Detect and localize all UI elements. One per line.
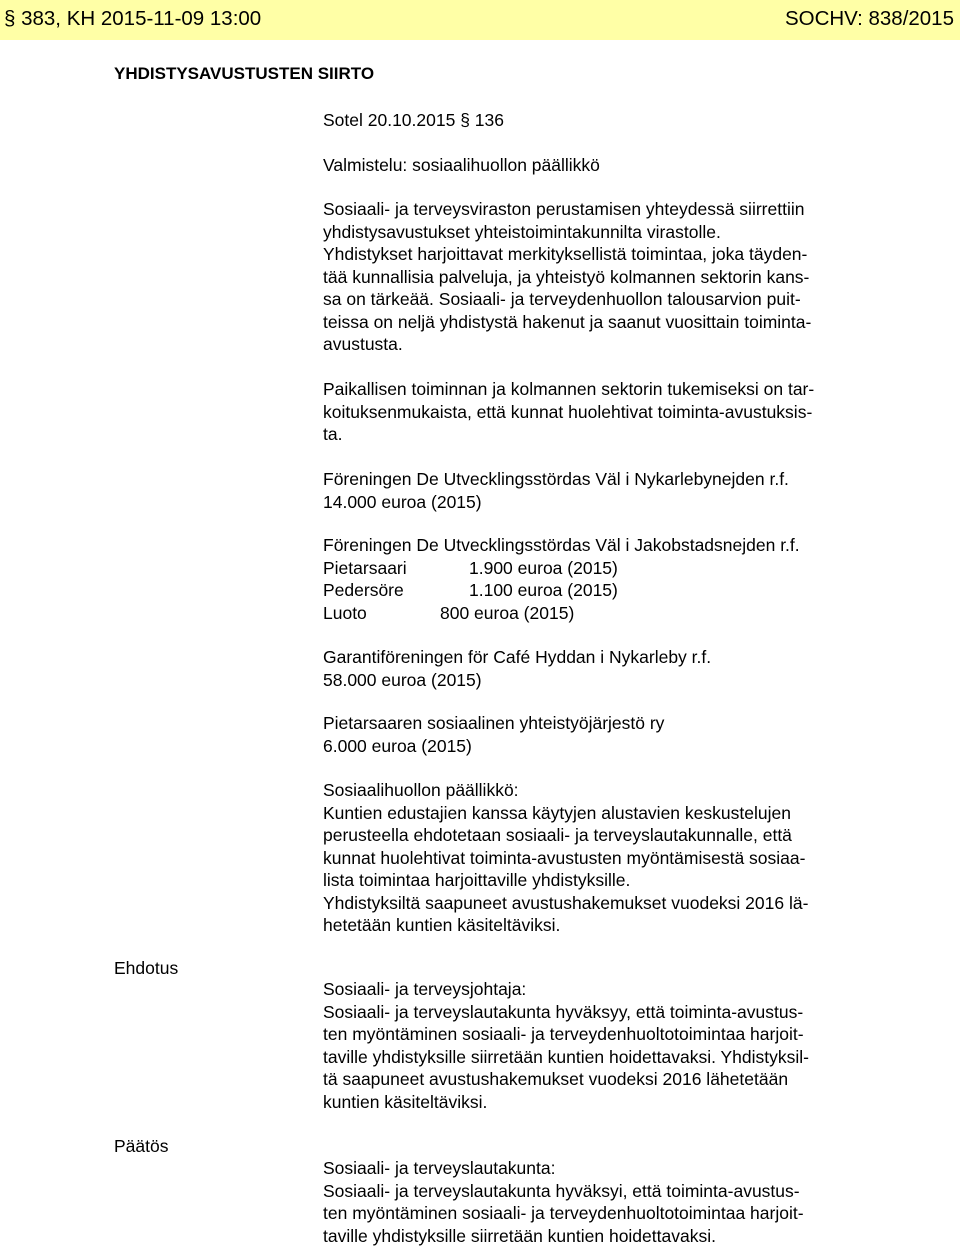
grant-amount: 800 euroa (2015) [440,602,575,623]
document-number: SOCHV: 838/2015 [784,7,954,30]
text-line: Sosiaali- ja terveyslautakunta hyväksyy, että toiminta-avustus- [323,1001,804,1022]
section-reference: § 383, KH 2015-11-09 13:00 [4,7,262,30]
grant-amount: 14.000 euroa (2015) [323,491,482,512]
text-line: Yhdistykset harjoittavat merkityksellistä toimintaa, joka täyden- [323,244,808,264]
background-paragraph [323,198,811,356]
proposal-statement [323,978,809,1113]
text-line: Sosiaali- ja terveyslautakunta hyväksyi, että toiminta-avustus- [323,1180,800,1201]
text-line: avustusta. [323,334,403,354]
text-line: hetetään kuntien käsiteltäviksi. [323,915,561,935]
municipality-name: Pedersöre [323,580,404,600]
text-line: ten myöntäminen sosiaali- ja terveydenhuoltotoimintaa harjoit- [323,1024,804,1044]
statement-heading: Sosiaali- ja terveysjohtaja: [323,979,527,999]
local-activity-paragraph [323,378,814,446]
municipality-grant-row [323,579,800,602]
text-line: koituksenmukaista, että kunnat huolehtivat toiminta-avustuksis- [323,401,813,422]
text-line: yhdistysavustukset yhteistoimintakunnilta virastolle. [323,221,721,242]
decision-label: Päätös [114,1136,169,1156]
text-line: kuntien käsiteltäviksi. [323,1091,488,1112]
decision-statement [323,1157,804,1247]
organisation-block [323,534,800,624]
text-line: Sosiaali- ja terveysviraston perustamisen yhteydessä siirrettiin [323,199,805,219]
text-line: ten myöntäminen sosiaali- ja terveydenhuoltotoimintaa harjoit- [323,1203,804,1223]
statement-heading: Sosiaali- ja terveyslautakunta: [323,1158,556,1178]
organisation-name: Föreningen De Utvecklingsstördas Väl i Nykarlebynejden r.f. [323,469,789,489]
organisation-block [323,712,664,757]
organisation-name: Garantiföreningen för Café Hyddan i Nykarleby r.f. [323,647,712,667]
page-title: YHDISTYSAVUSTUSTEN SIIRTO [114,64,375,83]
municipality-grant-row [323,602,800,625]
text-line: taville yhdistyksille siirretään kuntien hoidettavaksi. Yhdistyksil- [323,1046,810,1067]
text-line: kunnat huolehtivat toiminta-avustusten myöntämisestä sosiaa- [323,847,806,868]
text-line: perusteella ehdotetaan sosiaali- ja terveyslautakunnalle, että [323,825,792,845]
text-line: taville yhdistyksille siirretään kuntien hoidettavaksi. [323,1225,716,1246]
text-line: tä saapuneet avustushakemukset vuodeksi 2016 lähetetään [323,1069,789,1089]
municipality-grant-row [323,557,800,580]
statement-heading: Sosiaalihuollon päällikkö: [323,780,519,800]
header-band [0,0,960,40]
text-line: ta. [323,424,343,444]
chief-statement [323,779,808,937]
grant-amount: 1.900 euroa (2015) [469,557,618,578]
grant-amount: 1.100 euroa (2015) [469,580,618,600]
text-line: Paikallisen toiminnan ja kolmannen sektorin tukemiseksi on tar- [323,379,815,399]
text-line: teissa on neljä yhdistystä hakenut ja saanut vuosittain toiminta- [323,311,812,332]
municipality-name: Pietarsaari [323,557,407,578]
grant-amount: 58.000 euroa (2015) [323,669,482,690]
grant-amount: 6.000 euroa (2015) [323,735,472,756]
organisation-block [323,646,711,691]
text-line: Kuntien edustajien kanssa käytyjen alustavien keskustelujen [323,802,791,823]
organisation-block [323,468,789,513]
text-line: sa on tärkeää. Sosiaali- ja terveydenhuollon talousarvion puit- [323,289,801,309]
organisation-name: Pietarsaaren sosiaalinen yhteistyöjärjestö ry [323,713,665,733]
text-line: lista toimintaa harjoittaville yhdistyksille. [323,870,631,890]
municipality-name: Luoto [323,602,367,623]
meeting-reference: Sotel 20.10.2015 § 136 [323,110,504,130]
organisation-name: Föreningen De Utvecklingsstördas Väl i Jakobstadsnejden r.f. [323,535,800,555]
proposal-label: Ehdotus [114,958,179,978]
text-line: Yhdistyksiltä saapuneet avustushakemukset vuodeksi 2016 lä- [323,892,809,913]
preparer-line: Valmistelu: sosiaalihuollon päällikkö [323,155,600,175]
text-line: tää kunnallisia palveluja, ja yhteistyö kolmannen sektorin kans- [323,266,810,287]
